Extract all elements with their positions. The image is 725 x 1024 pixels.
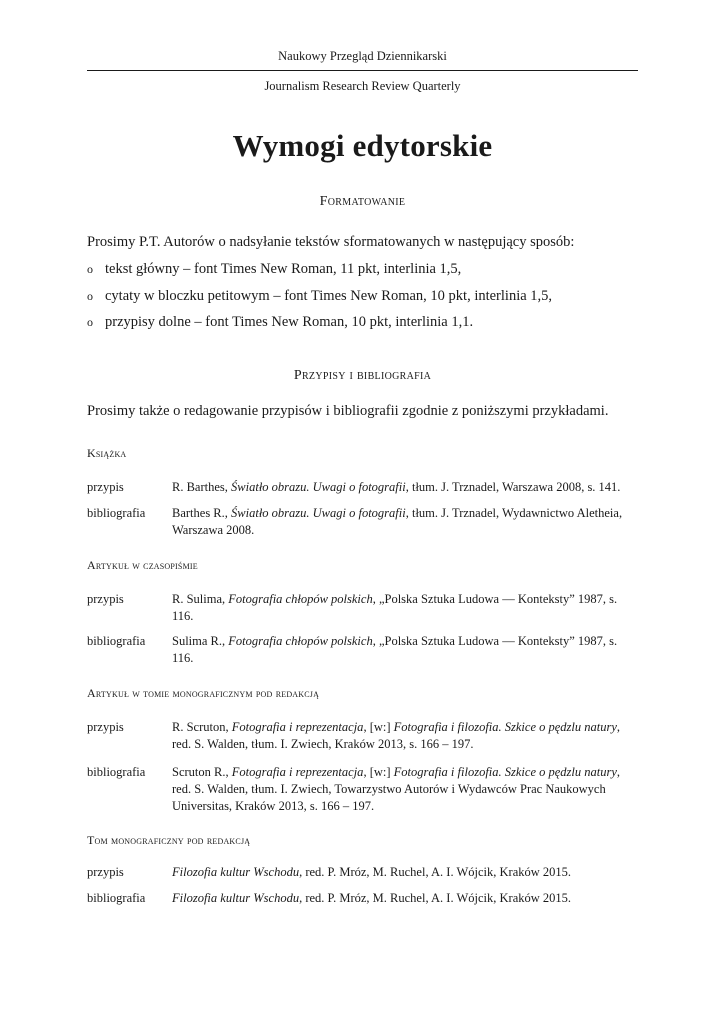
journal-title-english: Journalism Research Review Quarterly (264, 79, 461, 93)
subheading-book: Książka (87, 446, 127, 460)
entry-text: R. Sulima, Fotografia chłopów polskich, „Polska Sztuka Ludowa — Konteksty” 1987, s. 116. (172, 592, 618, 623)
formatting-intro: Prosimy P.T. Autorów o nadsyłanie tekstów sformatowanych w następujący sposób: (87, 234, 575, 250)
entry-label: przypis (87, 865, 124, 879)
formatting-item-text: przypisy dolne – font Times New Roman, 10 pkt, interlinia 1,1. (105, 314, 474, 330)
entry-label: bibliografia (87, 765, 146, 779)
journal-title-polish: Naukowy Przegląd Dziennikarski (278, 49, 447, 63)
formatting-list-item (87, 314, 647, 331)
section-heading-formatting: Formatowanie (319, 194, 406, 209)
entry-text: R. Scruton, Fotografia i reprezentacja, [w:] Fotografia i filozofia. Szkice o pędzlu natury, red. S. Walden, tłum. I. Zwiech, Kraków 2013, s. 166 – 197. (172, 720, 621, 751)
formatting-list-item (87, 288, 647, 305)
entry-label: bibliografia (87, 891, 146, 905)
entry-label: bibliografia (87, 506, 146, 520)
entry-text: Scruton R., Fotografia i reprezentacja, [w:] Fotografia i filozofia. Szkice o pędzlu natury, red. S. Walden, tłum. I. Zwiech, Towarzystwo Autorów i Wydawców Prac Naukowych Universitas, Kraków 2013, s. 166 – 197. (172, 765, 621, 813)
references-intro: Prosimy także o redagowanie przypisów i bibliografii zgodnie z poniższymi przykładami. (87, 403, 609, 419)
entry-text: R. Barthes, Światło obrazu. Uwagi o fotografii, tłum. J. Trznadel, Warszawa 2008, s. 141. (172, 480, 621, 494)
subheading-chapter: Artykuł w tomie monograficznym pod redakcją (87, 686, 320, 700)
header-divider (87, 70, 638, 71)
entry-text: Barthes R., Światło obrazu. Uwagi o fotografii, tłum. J. Trznadel, Wydawnictwo Aletheia, Warszawa 2008. (172, 506, 623, 537)
section-heading-references: Przypisy i bibliografia (293, 368, 432, 383)
bullet-icon: o (87, 315, 93, 329)
subheading-article: Artykuł w czasopiśmie (87, 558, 198, 572)
entry-text: Filozofia kultur Wschodu, red. P. Mróz, M. Ruchel, A. I. Wójcik, Kraków 2015. (172, 891, 572, 905)
bullet-icon: o (87, 262, 93, 276)
entry-label: bibliografia (87, 634, 146, 648)
page-title: Wymogi edytorskie (232, 128, 493, 163)
entry-text: Sulima R., Fotografia chłopów polskich, „Polska Sztuka Ludowa — Konteksty” 1987, s. 116. (172, 634, 618, 665)
entry-label: przypis (87, 592, 124, 606)
entry-label: przypis (87, 480, 124, 494)
bullet-icon: o (87, 289, 93, 303)
formatting-item-text: tekst główny – font Times New Roman, 11 pkt, interlinia 1,5, (105, 261, 462, 277)
entry-label: przypis (87, 720, 124, 734)
formatting-item-text: cytaty w bloczku petitowym – font Times New Roman, 10 pkt, interlinia 1,5, (105, 288, 553, 304)
entry-text: Filozofia kultur Wschodu, red. P. Mróz, M. Ruchel, A. I. Wójcik, Kraków 2015. (172, 865, 572, 879)
subheading-edited-volume: Tom monograficzny pod redakcją (87, 833, 251, 847)
formatting-list-item (87, 261, 647, 278)
